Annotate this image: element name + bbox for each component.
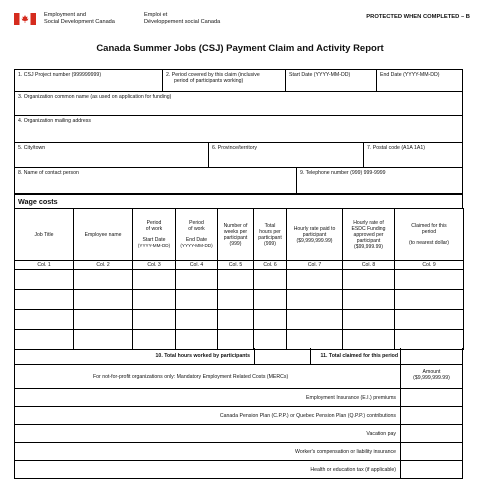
cpp-label: Canada Pension Plan (C.P.P.) or Quebec Pension Plan (Q.P.P.) contributions (219, 413, 396, 419)
table-cell[interactable] (133, 270, 176, 290)
cpp-amount-input[interactable] (400, 407, 462, 424)
col-number-1: Col. 1 (15, 261, 74, 270)
table-cell[interactable] (395, 270, 464, 290)
table-cell[interactable] (343, 270, 395, 290)
total-claimed-label-cell (311, 348, 402, 364)
col2-header (74, 209, 133, 261)
col4-header (176, 209, 218, 261)
total-claimed-label: 11. Total claimed for this period (320, 353, 398, 359)
col-number-7: Col. 7 (287, 261, 343, 270)
col4-header-b: of work (188, 226, 205, 232)
end-date-label: End Date (YYYY-MM-DD) (380, 72, 440, 78)
field-contact-person[interactable] (14, 167, 297, 194)
table-row (15, 310, 464, 330)
table-cell[interactable] (74, 330, 133, 350)
amount-label-line1: Amount (422, 369, 441, 375)
period-covered-line1: 2. Period covered by this claim (inclusive (166, 72, 260, 78)
table-row (15, 270, 464, 290)
vacation-amount-input[interactable] (400, 425, 462, 442)
col7-header-a: Hourly rate paid to (293, 225, 336, 232)
vacation-label: Vacation pay (366, 431, 396, 437)
col5-header-d: (999) (229, 240, 242, 247)
col8-header-a: Hourly rate of (353, 219, 384, 226)
department-name-en (44, 12, 115, 26)
col4-header-d: (YYYY-MM-DD) (180, 243, 213, 248)
ei-amount-input[interactable] (400, 389, 462, 406)
field-project-number[interactable] (14, 69, 163, 92)
table-cell[interactable] (254, 270, 287, 290)
field-period-covered-label (163, 70, 285, 87)
merc-row-workers (14, 443, 463, 461)
col6-header-a: Total (264, 222, 276, 229)
field-postal-code[interactable] (363, 142, 463, 168)
city-label: 5. City/town (18, 145, 46, 151)
col9-header-a: Claimed for this (411, 223, 447, 229)
col8-header-c: approved per (353, 231, 384, 238)
page-title: Canada Summer Jobs (CSJ) Payment Claim and Activity Report (96, 43, 384, 54)
table-cell[interactable] (74, 270, 133, 290)
table-cell[interactable] (176, 310, 218, 330)
workers-comp-amount-input[interactable] (400, 443, 462, 460)
canada-flag-icon (14, 13, 36, 25)
protected-label: PROTECTED WHEN COMPLETED – B (366, 14, 470, 20)
postal-code-label: 7. Postal code (A1A 1A1) (367, 145, 425, 151)
merc-row-health (14, 461, 463, 479)
col8-header-d: participant (356, 237, 381, 244)
col3-header-b: of work (145, 226, 163, 232)
col5-header-c: participant (223, 234, 248, 241)
col-number-6: Col. 6 (254, 261, 287, 270)
wage-costs-table (14, 208, 464, 350)
wage-costs-section (14, 194, 463, 350)
table-cell[interactable] (15, 330, 74, 350)
field-city[interactable] (14, 142, 209, 168)
col-number-3: Col. 3 (133, 261, 176, 270)
total-hours-label-cell (15, 348, 255, 364)
telephone-label: 9. Telephone number (999) 999-9999 (300, 170, 386, 176)
ei-label: Employment Insurance (E.I.) premiums (306, 395, 396, 401)
table-cell[interactable] (287, 330, 343, 350)
col-number-5: Col. 5 (218, 261, 254, 270)
table-cell[interactable] (74, 310, 133, 330)
contact-person-label: 8. Name of contact person (18, 170, 79, 176)
table-cell[interactable] (254, 330, 287, 350)
table-cell[interactable] (343, 310, 395, 330)
table-cell[interactable] (74, 290, 133, 310)
dept-en-line2: Social Development Canada (44, 19, 115, 25)
col1-header (15, 209, 74, 261)
col1-header-text: Job Title (34, 231, 54, 238)
merc-row-cpp (14, 407, 463, 425)
col3-header-a: Period (146, 220, 162, 226)
workers-comp-label: Worker's compensation or liability insurance (295, 449, 396, 455)
table-cell[interactable] (395, 330, 464, 350)
table-cell[interactable] (343, 330, 395, 350)
col5-header-b: weeks per (223, 228, 248, 235)
amount-label-line2: ($9,999,999.99) (413, 375, 450, 382)
field-province[interactable] (208, 142, 364, 168)
col-number-9: Col. 9 (395, 261, 464, 270)
field-project-number-label: 1. CSJ Project number (999999999) (18, 72, 102, 78)
merc-header-row (14, 365, 463, 389)
table-cell[interactable] (176, 330, 218, 350)
col8-header-e: ($99,999.99) (354, 243, 383, 250)
col-number-2: Col. 2 (74, 261, 133, 270)
organization-name-label: 3. Organization common name (as used on application for funding) (18, 94, 172, 100)
health-tax-label: Health or education tax (if applicable) (310, 467, 396, 473)
health-tax-amount-input[interactable] (400, 461, 462, 478)
col-number-8: Col. 8 (343, 261, 395, 270)
col6-header-b: hours per (259, 228, 281, 235)
department-name-fr (144, 12, 220, 26)
field-mailing-address[interactable] (14, 115, 463, 143)
table-cell[interactable] (15, 290, 74, 310)
col4-header-a: Period (189, 220, 204, 226)
total-claimed-input[interactable] (400, 348, 462, 364)
field-start-date[interactable] (285, 69, 377, 92)
table-cell[interactable] (133, 330, 176, 350)
table-cell[interactable] (287, 310, 343, 330)
total-hours-input[interactable] (255, 348, 311, 364)
merc-amount-header (400, 365, 462, 388)
period-covered-line2: period of participants working) (174, 78, 244, 85)
table-cell[interactable] (218, 270, 254, 290)
province-label: 6. Province/territory (212, 145, 257, 151)
form-header (14, 10, 470, 34)
field-end-date[interactable] (376, 69, 463, 92)
merc-row-vacation (14, 425, 463, 443)
dept-fr-line1: Emploi et (144, 12, 168, 18)
dept-en-line1: Employment and (44, 12, 86, 18)
table-cell[interactable] (133, 310, 176, 330)
wage-table-colnum-row (15, 261, 464, 270)
table-cell[interactable] (395, 290, 464, 310)
col8-header-b: ESDC Funding (351, 225, 386, 232)
table-cell[interactable] (218, 330, 254, 350)
table-row (15, 330, 464, 350)
col6-header-c: participant (258, 234, 282, 241)
field-period-covered (162, 69, 286, 92)
col7-header-b: participant (302, 231, 327, 238)
col7-header-c: ($9,999,999.99) (296, 237, 333, 244)
wage-table-header-row (15, 209, 464, 261)
col6-header (254, 209, 287, 261)
col9-header-b: period (421, 229, 437, 235)
col4-header-c: End Date (185, 237, 208, 243)
col5-header (218, 209, 254, 261)
table-cell[interactable] (287, 270, 343, 290)
total-hours-label: 10. Total hours worked by participants (155, 353, 250, 359)
col3-header-d: (YYYY-MM-DD) (137, 243, 171, 248)
table-cell[interactable] (15, 310, 74, 330)
dept-fr-line2: Développement social Canada (144, 19, 221, 25)
col6-header-d: (999) (264, 240, 276, 247)
col5-header-a: Number of (223, 222, 248, 229)
mailing-address-label: 4. Organization mailing address (18, 118, 91, 124)
table-cell[interactable] (176, 270, 218, 290)
col2-header-text: Employee name (84, 231, 122, 238)
table-cell[interactable] (176, 290, 218, 310)
table-cell[interactable] (395, 310, 464, 330)
merc-label: For not-for-profit organizations only: Mandatory Employment Related Costs (MERCs) (93, 374, 289, 380)
table-cell[interactable] (254, 290, 287, 310)
table-cell[interactable] (15, 270, 74, 290)
table-cell[interactable] (218, 310, 254, 330)
table-row (15, 290, 464, 310)
table-cell[interactable] (287, 290, 343, 310)
col9-header (395, 209, 464, 261)
col-number-4: Col. 4 (176, 261, 218, 270)
col3-header-c: Start Date (142, 237, 166, 243)
table-cell[interactable] (218, 290, 254, 310)
col8-header (343, 209, 395, 261)
start-date-label: Start Date (YYYY-MM-DD) (289, 72, 351, 78)
totals-row (14, 348, 463, 365)
field-telephone[interactable] (296, 167, 463, 194)
col9-header-c: (to nearest dollar) (409, 240, 449, 246)
merc-row-ei (14, 389, 463, 407)
field-organization-name[interactable] (14, 91, 463, 116)
col7-header (287, 209, 343, 261)
col3-header (133, 209, 176, 261)
table-cell[interactable] (343, 290, 395, 310)
table-cell[interactable] (133, 290, 176, 310)
wage-costs-title: Wage costs (14, 194, 463, 208)
table-cell[interactable] (254, 310, 287, 330)
